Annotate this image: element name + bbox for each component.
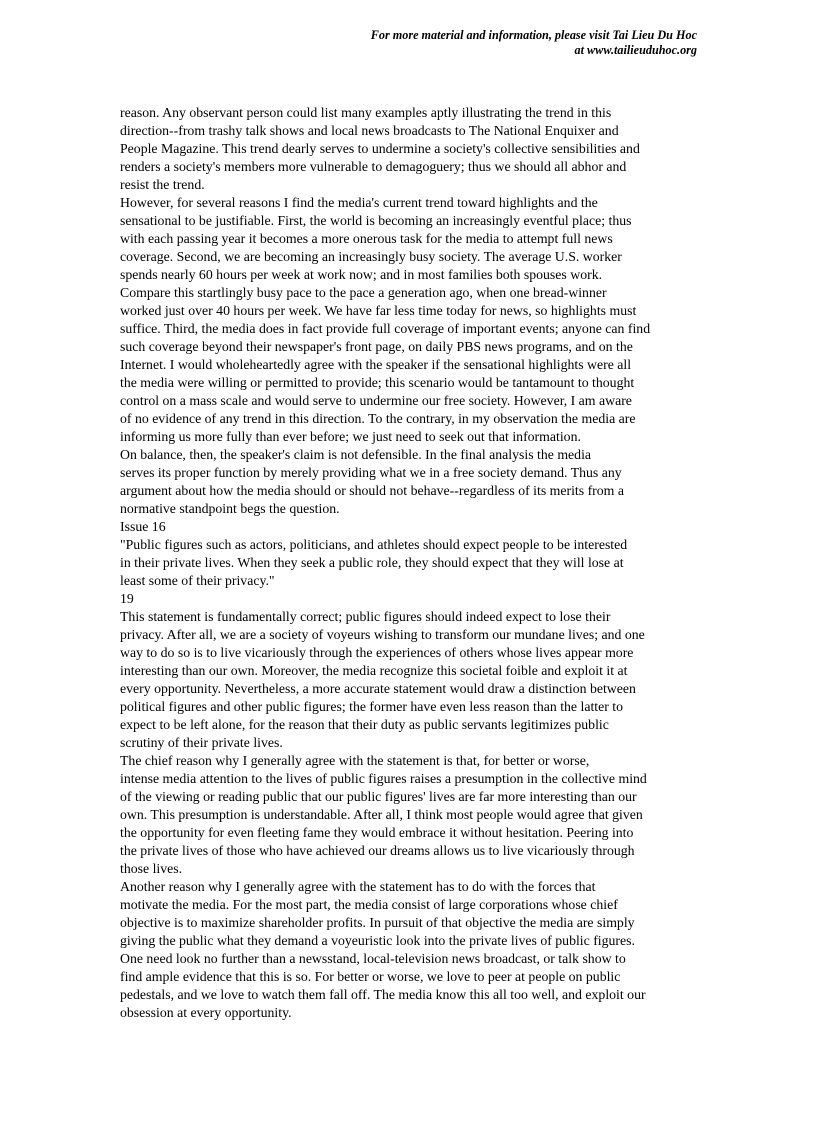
text-line: interesting than our own. Moreover, the media recognize this societal foible and exploit it at [120, 663, 628, 678]
text-line: People Magazine. This trend dearly serves to undermine a society's collective sensibilities and [120, 141, 640, 156]
text-line: normative standpoint begs the question. [120, 501, 340, 516]
text-line: renders a society's members more vulnerable to demagoguery; thus we should all abhor and [120, 159, 627, 174]
text-line: On balance, then, the speaker's claim is not defensible. In the final analysis the media [120, 447, 592, 462]
text-line: objective is to maximize shareholder profits. In pursuit of that objective the media are simply [120, 915, 635, 930]
text-line: coverage. Second, we are becoming an increasingly busy society. The average U.S. worker [120, 249, 622, 264]
text-line: those lives. [120, 861, 183, 876]
text-line: the private lives of those who have achieved our dreams allows us to live vicariously through [120, 843, 635, 858]
text-line: direction--from trashy talk shows and local news broadcasts to The National Enquixer and [120, 123, 619, 138]
text-line: privacy. After all, we are a society of voyeurs wishing to transform our mundane lives; and one [120, 627, 645, 642]
text-line: resist the trend. [120, 177, 205, 192]
page-header [177, 28, 697, 58]
text-line: way to do so is to live vicariously through the experiences of others whose lives appear more [120, 645, 634, 660]
text-line: every opportunity. Nevertheless, a more accurate statement would draw a distinction between [120, 681, 636, 696]
header-line-1: For more material and information, please visit Tai Lieu Du Hoc [370, 28, 697, 42]
text-line: spends nearly 60 hours per week at work now; and in most families both spouses work. [120, 267, 603, 282]
text-line: of the viewing or reading public that our public figures' lives are far more interesting than our [120, 789, 637, 804]
text-line: One need look no further than a newsstand, local-television news broadcast, or talk show to [120, 951, 626, 966]
text-line: Internet. I would wholeheartedly agree with the speaker if the sensational highlights were all [120, 357, 632, 372]
text-line: 19 [120, 591, 134, 606]
text-line: expect to be left alone, for the reason that their duty as public servants legitimizes public [120, 717, 609, 732]
document-body [120, 104, 700, 1022]
text-line: intense media attention to the lives of public figures raises a presumption in the collective mind [120, 771, 647, 786]
text-line: in their private lives. When they seek a public role, they should expect that they will lose at [120, 555, 624, 570]
text-line: of no evidence of any trend in this direction. To the contrary, in my observation the media are [120, 411, 636, 426]
text-line: motivate the media. For the most part, the media consist of large corporations whose chief [120, 897, 618, 912]
text-line: Issue 16 [120, 519, 166, 534]
text-line: control on a mass scale and would serve to undermine our free society. However, I am aware [120, 393, 632, 408]
text-line: Another reason why I generally agree with the statement has to do with the forces that [120, 879, 596, 894]
text-line: argument about how the media should or should not behave--regardless of its merits from a [120, 483, 624, 498]
text-line: the media were willing or permitted to provide; this scenario would be tantamount to thought [120, 375, 635, 390]
text-line: informing us more fully than ever before; we just need to seek out that information. [120, 429, 581, 444]
text-line: obsession at every opportunity. [120, 1005, 292, 1020]
text-line: However, for several reasons I find the media's current trend toward highlights and the [120, 195, 598, 210]
text-line: sensational to be justifiable. First, the world is becoming an increasingly eventful place; thus [120, 213, 632, 228]
text-line: pedestals, and we love to watch them fall off. The media know this all too well, and exploit our [120, 987, 646, 1002]
text-line: scrutiny of their private lives. [120, 735, 283, 750]
text-line: reason. Any observant person could list many examples aptly illustrating the trend in this [120, 105, 612, 120]
text-line: The chief reason why I generally agree with the statement is that, for better or worse, [120, 753, 590, 768]
text-line: with each passing year it becomes a more onerous task for the media to attempt full news [120, 231, 613, 246]
text-line: giving the public what they demand a voyeuristic look into the private lives of public figures. [120, 933, 635, 948]
text-line: find ample evidence that this is so. For better or worse, we love to peer at people on public [120, 969, 621, 984]
text-line: serves its proper function by merely providing what we in a free society demand. Thus any [120, 465, 622, 480]
text-line: suffice. Third, the media does in fact provide full coverage of important events; anyone can find [120, 321, 651, 336]
text-line: This statement is fundamentally correct; public figures should indeed expect to lose their [120, 609, 611, 624]
text-line: political figures and other public figures; the former have even less reason than the latter to [120, 699, 624, 714]
text-line: worked just over 40 hours per week. We have far less time today for news, so highlights must [120, 303, 637, 318]
text-line: least some of their privacy." [120, 573, 275, 588]
text-line: Compare this startlingly busy pace to the pace a generation ago, when one bread-winner [120, 285, 607, 300]
header-line-2: at www.tailieuduhoc.org [574, 43, 697, 57]
text-line: such coverage beyond their newspaper's front page, on daily PBS news programs, and on the [120, 339, 633, 354]
text-line: own. This presumption is understandable. After all, I think most people would agree that given [120, 807, 643, 822]
text-line: the opportunity for even fleeting fame they would embrace it without hesitation. Peering into [120, 825, 634, 840]
text-line: "Public figures such as actors, politicians, and athletes should expect people to be interested [120, 537, 628, 552]
